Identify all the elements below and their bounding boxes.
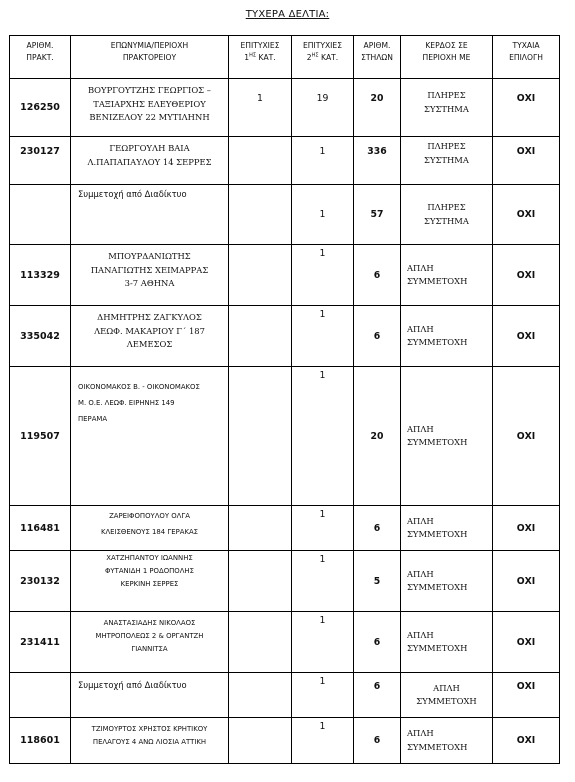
- gain-area: ΑΠΛΗ ΣΥΜΜΕΤΟΧΗ: [401, 367, 493, 506]
- header-agency-name: ΕΠΩΝΥΜΙΑ/ΠΕΡΙΟΧΗ ΠΡΑΚΤΟΡΕΙΟΥ: [71, 36, 229, 79]
- first-category-wins: [229, 506, 292, 551]
- columns-count: 57: [354, 185, 401, 245]
- table-row: [10, 245, 560, 306]
- header-agency-code: ΑΡΙΘΜ. ΠΡΑΚΤ.: [10, 36, 71, 79]
- table-row: [10, 79, 560, 137]
- second-category-wins: 1: [292, 718, 354, 764]
- columns-count: 20: [354, 367, 401, 506]
- first-category-wins: [229, 185, 292, 245]
- columns-count: 6: [354, 673, 401, 718]
- random-pick: ΟΧΙ: [493, 367, 560, 506]
- agency-code: 116481: [10, 506, 71, 551]
- first-category-wins: [229, 612, 292, 673]
- first-category-wins: [229, 367, 292, 506]
- second-category-wins: 1: [292, 551, 354, 612]
- agency-code: [10, 185, 71, 245]
- columns-count: 6: [354, 245, 401, 306]
- columns-count: 6: [354, 506, 401, 551]
- agency-name: ΧΑΤΖΗΠΑΝΤΟΥ ΙΩΑΝΝΗΣ ΦΥΤΑΝΙΔΗ 1 ΡΟΔΟΠΟΛΗΣ ΚΕΡΚΙΝΗ ΣΕΡΡΕΣ: [71, 551, 229, 612]
- agency-code: 119507: [10, 367, 71, 506]
- first-category-wins: [229, 306, 292, 367]
- agency-name: ΤΖΙΜΟΥΡΤΟΣ ΧΡΗΣΤΟΣ ΚΡΗΤΙΚΟΥ ΠΕΛΑΓΟΥΣ 4 ΑΝΩ ΛΙΟΣΙΑ ΑΤΤΙΚΗ: [71, 718, 229, 764]
- second-category-wins: 1: [292, 185, 354, 245]
- gain-area: ΑΠΛΗ ΣΥΜΜΕΤΟΧΗ: [401, 506, 493, 551]
- columns-count: 20: [354, 79, 401, 137]
- second-category-wins: 1: [292, 137, 354, 185]
- header-random-pick: ΤΥΧΑΙΑ ΕΠΙΛΟΓΗ: [493, 36, 560, 79]
- random-pick: ΟΧΙ: [493, 79, 560, 137]
- agency-code: 230132: [10, 551, 71, 612]
- gain-area: ΠΛΗΡΕΣ ΣΥΣΤΗΜΑ: [401, 137, 493, 185]
- table-row: [10, 612, 560, 673]
- table-row: [10, 306, 560, 367]
- agency-name: Συμμετοχή από Διαδίκτυο: [71, 673, 229, 718]
- agency-code: [10, 673, 71, 718]
- first-category-wins: 1: [229, 79, 292, 137]
- random-pick: ΟΧΙ: [493, 612, 560, 673]
- random-pick: ΟΧΙ: [493, 245, 560, 306]
- agency-name: ΟΙΚΟΝΟΜΑΚΟΣ Β. - ΟΙΚΟΝΟΜΑΚΟΣ Μ. Ο.Ε. ΛΕΩΦ. ΕΙΡΗΝΗΣ 149 ΠΕΡΑΜΑ: [71, 367, 229, 506]
- table-row: [10, 185, 560, 245]
- agency-name: ΖΑΡΕΙΦΟΠΟΥΛΟΥ ΟΛΓΑ ΚΛΕΙΣΘΕΝΟΥΣ 184 ΓΕΡΑΚΑΣ: [71, 506, 229, 551]
- agency-name: ΔΗΜΗΤΡΗΣ ΖΑΓΚΥΛΟΣ ΛΕΩΦ. ΜΑΚΑΡΙΟΥ Γ΄ 187 ΛΕΜΕΣΟΣ: [71, 306, 229, 367]
- table-row: [10, 137, 560, 185]
- random-pick: ΟΧΙ: [493, 306, 560, 367]
- second-category-wins: 1: [292, 506, 354, 551]
- columns-count: 336: [354, 137, 401, 185]
- second-category-wins: 1: [292, 245, 354, 306]
- agency-code: 113329: [10, 245, 71, 306]
- gain-area: ΠΛΗΡΕΣ ΣΥΣΤΗΜΑ: [401, 79, 493, 137]
- first-category-wins: [229, 245, 292, 306]
- header-gain-area: ΚΕΡΔΟΣ ΣΕ ΠΕΡΙΟΧΗ ΜΕ: [401, 36, 493, 79]
- header-first-category: ΕΠΙΤΥΧΙΕΣ $1^{H\Sigma}$ ΚΑΤ.: [229, 36, 292, 79]
- columns-count: 5: [354, 551, 401, 612]
- agency-name: ΑΝΑΣΤΑΣΙΑΔΗΣ ΝΙΚΟΛΑΟΣ ΜΗΤΡΟΠΟΛΕΩΣ 2 & ΟΡΓΑΝΤΖΗ ΓΙΑΝΝΙΤΣΑ: [71, 612, 229, 673]
- table-row: [10, 673, 560, 718]
- random-pick: ΟΧΙ: [493, 673, 560, 718]
- first-category-wins: [229, 551, 292, 612]
- columns-count: 6: [354, 612, 401, 673]
- columns-count: 6: [354, 306, 401, 367]
- first-category-wins: [229, 718, 292, 764]
- columns-count: 6: [354, 718, 401, 764]
- gain-area: ΑΠΛΗ ΣΥΜΜΕΤΟΧΗ: [401, 612, 493, 673]
- table-header-row: [10, 36, 560, 79]
- agency-name: ΜΠΟΥΡΔΑΝΙΩΤΗΣ ΠΑΝΑΓΙΩΤΗΣ ΧΕΙΜΑΡΡΑΣ 3-7 ΑΘΗΝΑ: [71, 245, 229, 306]
- second-category-wins: 1: [292, 306, 354, 367]
- gain-area: ΑΠΛΗ ΣΥΜΜΕΤΟΧΗ: [401, 718, 493, 764]
- agency-name: ΓΕΩΡΓΟΥΛΗ ΒΑΙΑ Λ.ΠΑΠΑΠΑΥΛΟΥ 14 ΣΕΡΡΕΣ: [71, 137, 229, 185]
- agency-code: 335042: [10, 306, 71, 367]
- agency-code: 230127: [10, 137, 71, 185]
- second-category-wins: 19: [292, 79, 354, 137]
- table-row: [10, 506, 560, 551]
- page-title: ΤΥΧΕΡΑ ΔΕΛΤΙΑ:: [245, 9, 330, 20]
- gain-area: ΑΠΛΗ ΣΥΜΜΕΤΟΧΗ: [401, 306, 493, 367]
- table-row: [10, 718, 560, 764]
- agency-code: 231411: [10, 612, 71, 673]
- first-category-wins: [229, 673, 292, 718]
- second-category-wins: 1: [292, 612, 354, 673]
- table-row: [10, 367, 560, 506]
- random-pick: ΟΧΙ: [493, 185, 560, 245]
- gain-area: ΑΠΛΗ ΣΥΜΜΕΤΟΧΗ: [401, 245, 493, 306]
- random-pick: ΟΧΙ: [493, 718, 560, 764]
- random-pick: ΟΧΙ: [493, 551, 560, 612]
- gain-area: ΑΠΛΗ ΣΥΜΜΕΤΟΧΗ: [401, 551, 493, 612]
- header-columns-count: ΑΡΙΘΜ. ΣΤΗΛΩΝ: [354, 36, 401, 79]
- gain-area: ΠΛΗΡΕΣ ΣΥΣΤΗΜΑ: [401, 185, 493, 245]
- agency-code: 126250: [10, 79, 71, 137]
- table-row: [10, 551, 560, 612]
- random-pick: ΟΧΙ: [493, 137, 560, 185]
- agency-code: 118601: [10, 718, 71, 764]
- second-category-wins: 1: [292, 367, 354, 506]
- agency-name: Συμμετοχή από Διαδίκτυο: [71, 185, 229, 245]
- gain-area: ΑΠΛΗ ΣΥΜΜΕΤΟΧΗ: [401, 673, 493, 718]
- second-category-wins: 1: [292, 673, 354, 718]
- random-pick: ΟΧΙ: [493, 506, 560, 551]
- agency-name: ΒΟΥΡΓΟΥΤΖΗΣ ΓΕΩΡΓΙΟΣ – ΤΑΞΙΑΡΧΗΣ ΕΛΕΥΘΕΡΙΟΥ ΒΕΝΙΖΕΛΟΥ 22 ΜΥΤΙΛΗΝΗ: [71, 79, 229, 137]
- header-second-category: ΕΠΙΤΥΧΙΕΣ $2^{H\Sigma}$ ΚΑΤ.: [292, 36, 354, 79]
- winning-tickets-table: [9, 35, 560, 764]
- first-category-wins: [229, 137, 292, 185]
